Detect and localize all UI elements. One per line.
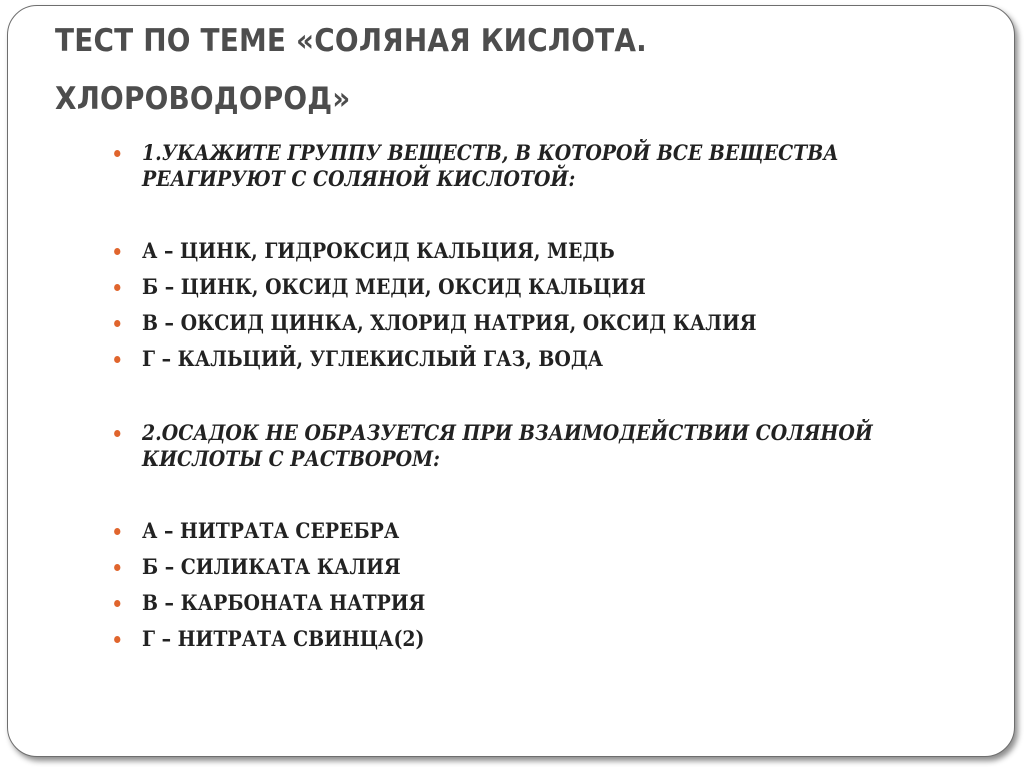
question-1-line-1: 1.УКАЖИТЕ ГРУППУ ВЕЩЕСТВ, В КОТОРОЙ ВСЕ ВЕЩЕСТВА	[142, 140, 839, 165]
orange-dot-icon	[114, 564, 120, 571]
question-2-line-2: КИСЛОТЫ С РАСТВОРОМ:	[142, 446, 440, 471]
orange-dot-icon	[114, 284, 120, 291]
slide-title	[55, 12, 865, 128]
slide-title-line-1: ТЕСТ ПО ТЕМЕ «СОЛЯНАЯ КИСЛОТА.	[55, 23, 647, 59]
question-2-line-1: 2.ОСАДОК НЕ ОБРАЗУЕТСЯ ПРИ ВЗАИМОДЕЙСТВИИ СОЛЯНОЙ	[142, 420, 873, 445]
orange-dot-icon	[114, 528, 120, 535]
question-1-line-2: РЕАГИРУЮТ С СОЛЯНОЙ КИСЛОТОЙ:	[142, 166, 576, 191]
orange-dot-icon	[114, 150, 120, 157]
orange-dot-icon	[114, 430, 120, 437]
orange-dot-icon	[114, 356, 120, 363]
orange-dot-icon	[114, 636, 120, 643]
slide-title-line-2: ХЛОРОВОДОРОД»	[55, 81, 351, 117]
orange-dot-icon	[114, 600, 120, 607]
orange-dot-icon	[114, 248, 120, 255]
orange-dot-icon	[114, 320, 120, 327]
